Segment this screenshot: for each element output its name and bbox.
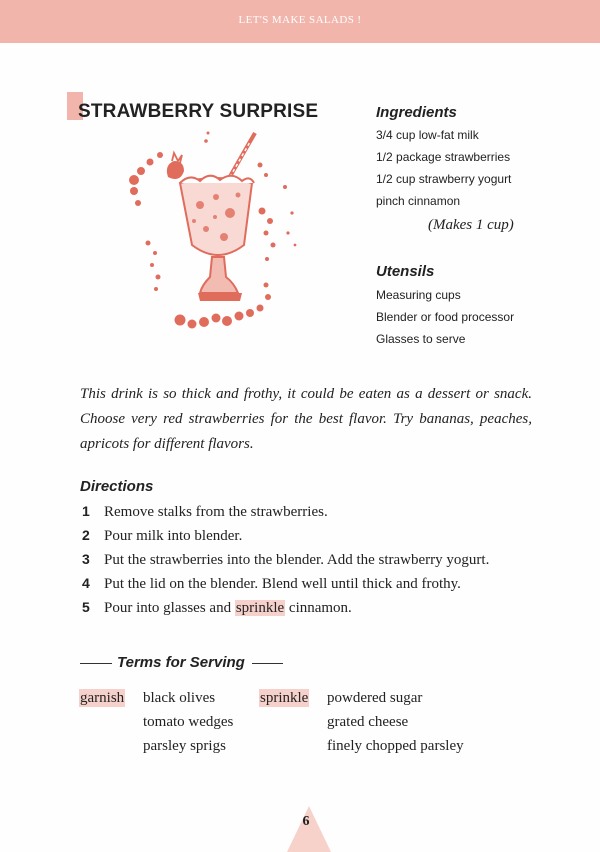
term-item: finely chopped parsley	[327, 738, 464, 754]
term-label: garnish	[80, 690, 125, 706]
banner-title: LET'S MAKE SALADS !	[238, 14, 362, 26]
step-text: Put the lid on the blender. Blend well until thick and frothy.	[104, 576, 461, 592]
header-banner	[0, 0, 600, 43]
utensil-item: Measuring cups	[376, 288, 461, 302]
recipe-intro: This drink is so thick and frothy, it could be eaten as a dessert or snack. Choose very red strawberries for the best flavor. Try bananas, peaches, apricots for different flavors.	[80, 386, 532, 452]
direction-step	[82, 547, 489, 571]
term-items	[143, 689, 233, 761]
ingredient-item: 1/2 cup strawberry yogurt	[376, 172, 512, 186]
ingredients-heading: Ingredients	[376, 104, 457, 121]
directions-heading: Directions	[80, 478, 154, 495]
step-text: Put the strawberries into the blender. Add the strawberry yogurt.	[104, 552, 490, 568]
step-text: Pour milk into blender.	[104, 528, 243, 544]
directions-list	[82, 499, 489, 619]
ingredient-item: 1/2 package strawberries	[376, 150, 511, 164]
step-number: 2	[82, 527, 90, 543]
terms-heading: Terms for Serving	[117, 654, 245, 671]
step-number: 3	[82, 551, 90, 567]
ingredient-item: pinch cinnamon	[376, 194, 461, 208]
step-number: 4	[82, 575, 90, 591]
term-item: grated cheese	[327, 714, 409, 730]
highlighted-term: sprinkle	[235, 600, 285, 616]
direction-step	[82, 571, 489, 595]
term-item: black olives	[143, 690, 216, 706]
strawberry-milkshake-illustration	[120, 125, 320, 340]
term-item: parsley sprigs	[143, 738, 226, 754]
utensils-heading: Utensils	[376, 263, 435, 280]
term-items	[327, 689, 464, 761]
step-number: 1	[82, 503, 90, 519]
recipe-yield: (Makes 1 cup)	[428, 217, 514, 233]
ingredients-list	[376, 124, 511, 212]
terms-rule-left	[80, 663, 112, 664]
page-number: 6	[302, 814, 310, 829]
step-number: 5	[82, 599, 90, 615]
direction-step	[82, 595, 489, 619]
terms-rule-right	[252, 663, 283, 664]
direction-step	[82, 499, 489, 523]
utensil-item: Blender or food processor	[376, 310, 515, 324]
step-text: Pour into glasses and	[104, 600, 235, 616]
ingredient-item: 3/4 cup low-fat milk	[376, 128, 479, 142]
utensil-item: Glasses to serve	[376, 332, 466, 346]
direction-step	[82, 523, 489, 547]
step-text: cinnamon.	[285, 600, 352, 616]
recipe-title: STRAWBERRY SURPRISE	[78, 101, 319, 122]
term-label: sprinkle	[260, 690, 309, 706]
utensils-list	[376, 284, 514, 350]
term-item: tomato wedges	[143, 714, 234, 730]
term-item: powdered sugar	[327, 690, 423, 706]
step-text: Remove stalks from the strawberries.	[104, 504, 328, 520]
